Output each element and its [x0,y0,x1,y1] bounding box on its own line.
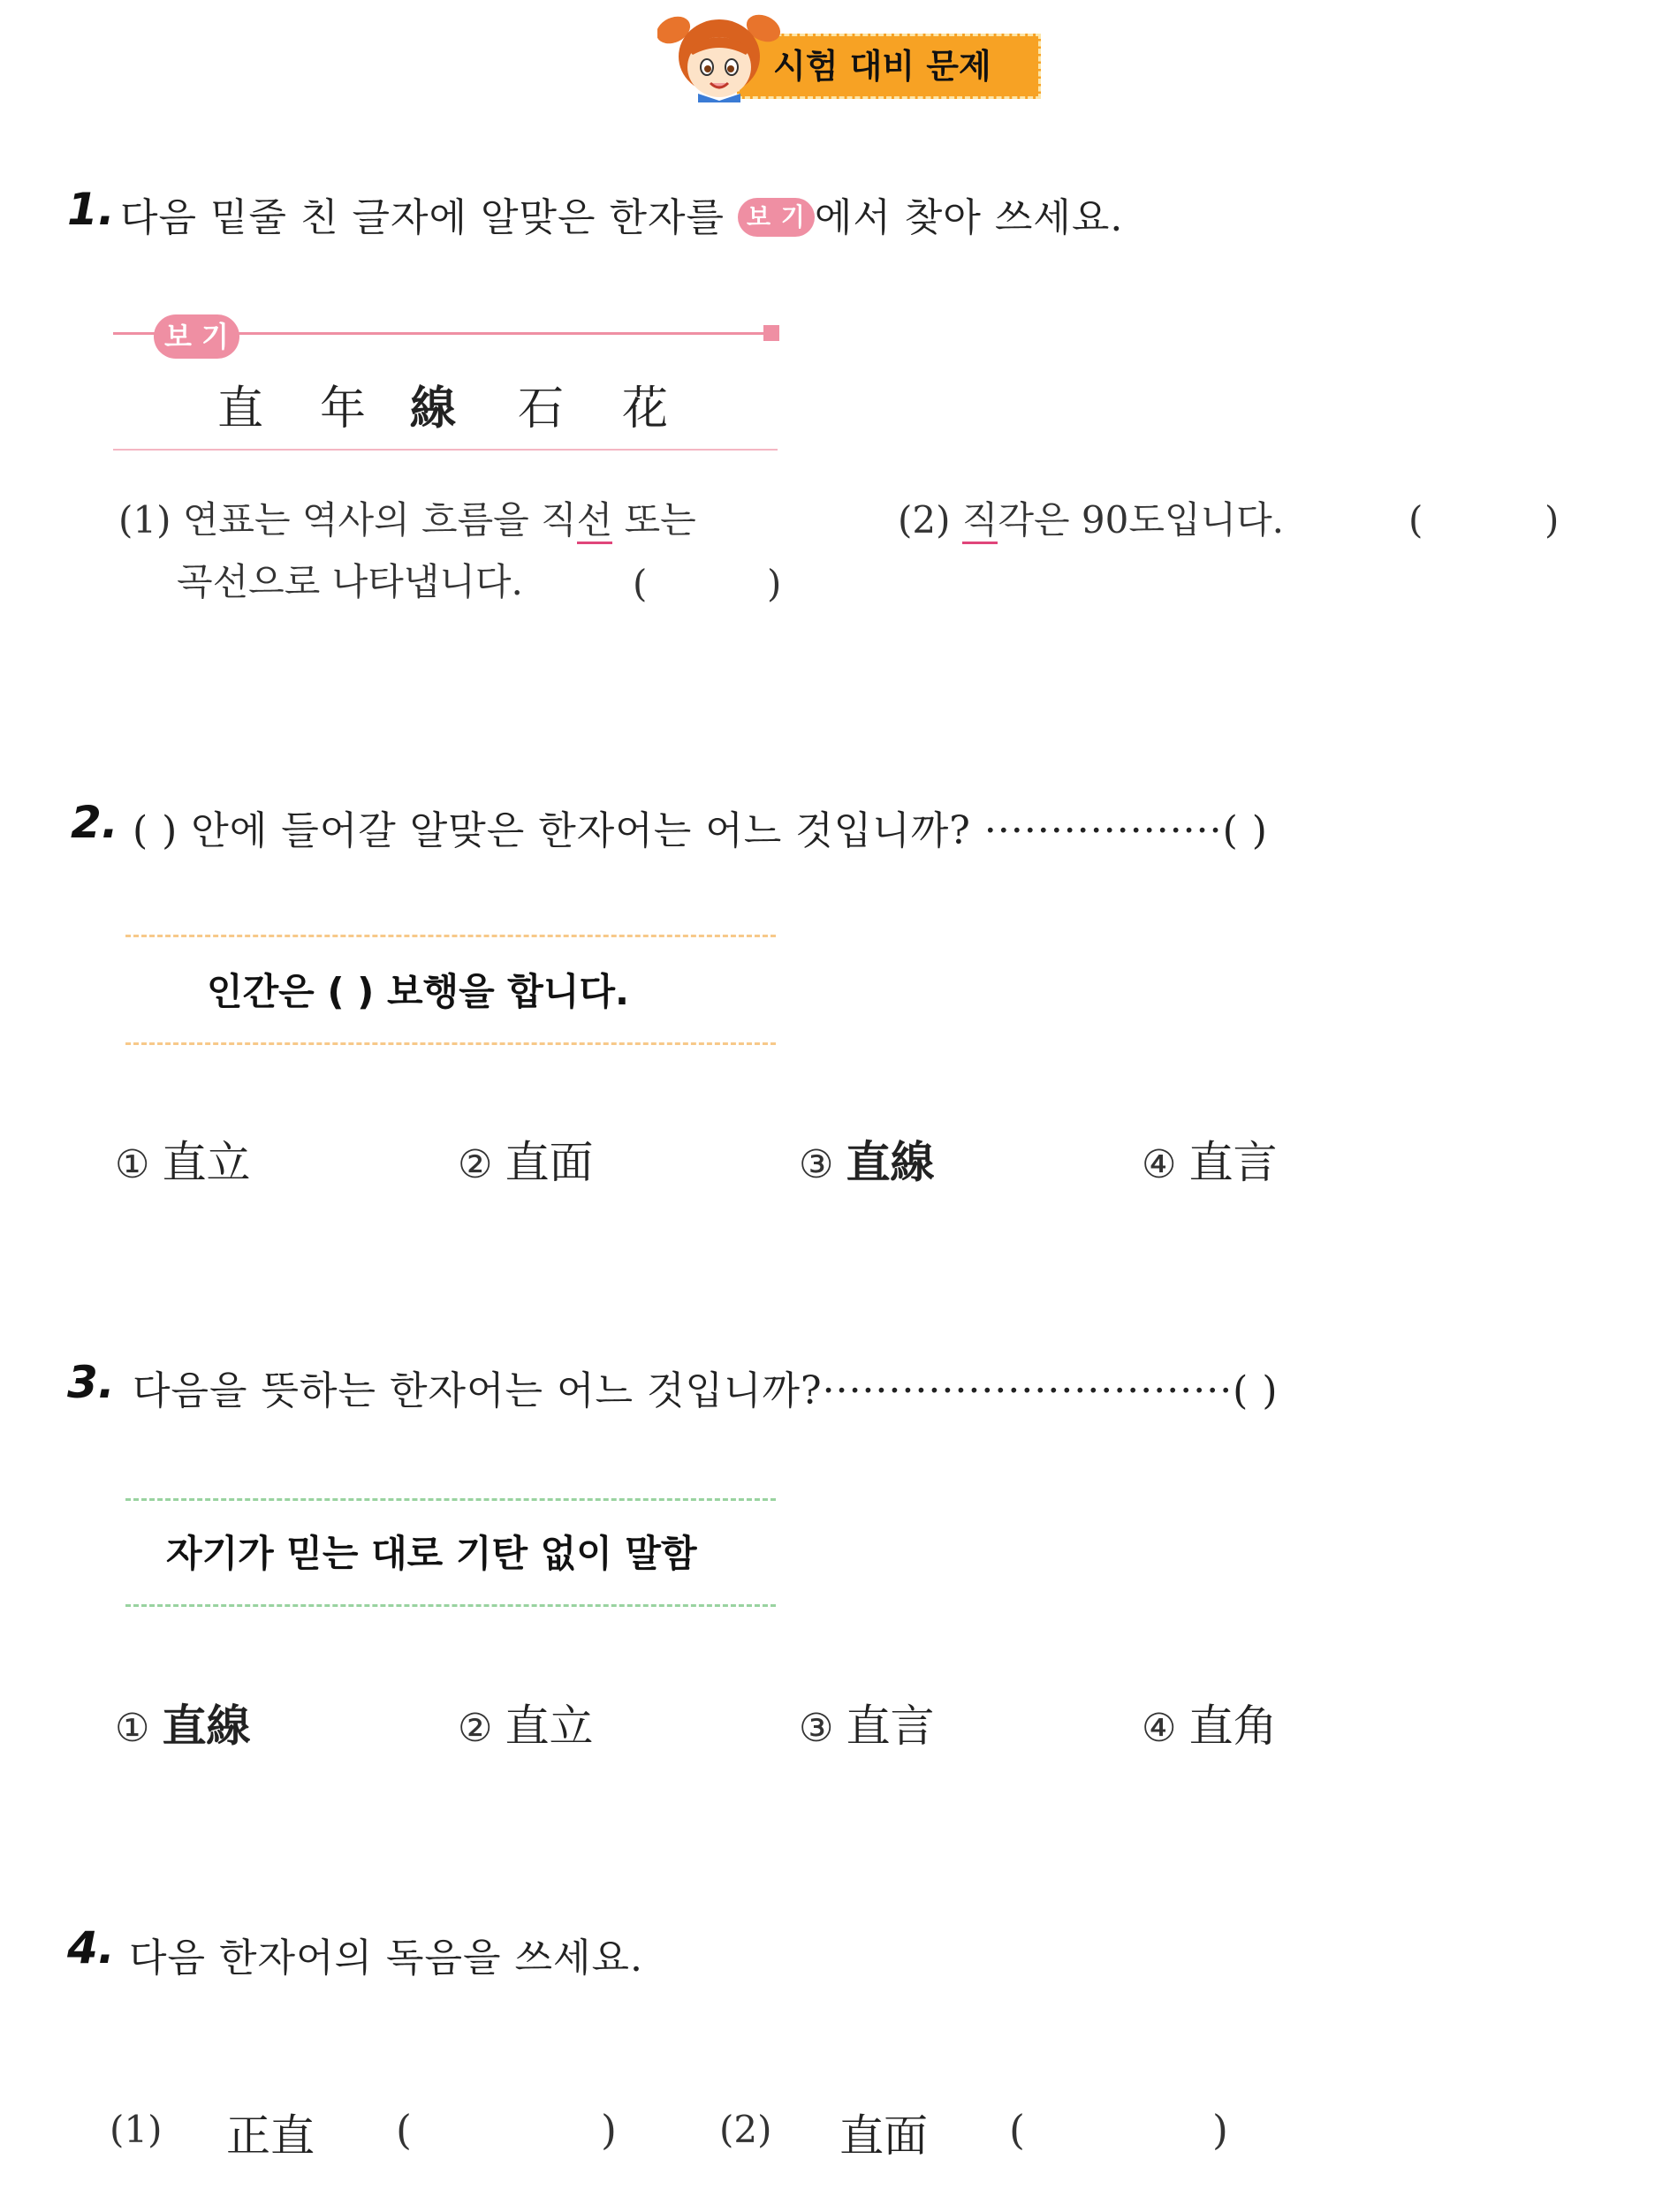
q2-box-text: 인간은 ( ) 보행을 합니다. [207,970,629,1013]
answer-paren-open: ( [633,562,648,605]
choice-number: ① [115,1706,150,1751]
q1-item1-line1 [118,489,696,551]
q1-item1-number: (1) [118,498,171,542]
q2-box-top-rule [125,935,776,937]
q2-number: 2. [71,797,118,848]
answer-paren-close: ) [1212,2106,1228,2154]
choice-option[interactable] [1142,1691,1277,1754]
q1-item1-text-post: 또는 [612,498,696,542]
choice-text: 直線 [162,1700,251,1752]
bogi-item: 石 [518,383,565,436]
q1-text-after: 에서 찾아 쓰세요. [814,195,1124,240]
answer-paren-open: ( [396,2106,412,2154]
choice-option[interactable] [458,1127,593,1191]
answer-paren-close: ) [767,562,782,605]
q2-instruction: ( ) 안에 들어갈 알맞은 한자어는 어느 것입니까? ··················( ) [133,808,1268,853]
q3-box-text: 자기가 믿는 대로 기탄 없이 말함 [166,1532,697,1575]
bogi-rule-end-marker [763,325,779,341]
q3-number: 3. [67,1357,115,1408]
q3-instruction: 다음을 뜻하는 한자어는 어느 것입니까?·······························( ) [133,1368,1279,1413]
bogi-item: 直 [217,383,264,436]
q2-box-bottom-rule [125,1042,776,1045]
q1-text-before: 다음 밑줄 친 글자에 알맞은 한자를 [120,195,725,240]
q3-box-top-rule [125,1498,776,1501]
bogi-bottom-rule [113,449,778,451]
choice-option[interactable] [799,1691,934,1754]
q1-item2-answer-blank[interactable] [1431,498,1537,542]
q1-item1-underlined: 선 [577,498,613,544]
q4-item2-hanja: 直面 [839,2110,928,2162]
answer-paren-close: ) [601,2106,617,2154]
q4-instruction: 다음 한자어의 독음을 쓰세요. [129,1936,643,1981]
bogi-item: 花 [622,383,669,436]
choice-option[interactable] [799,1127,934,1191]
q1-item1-answer-blank[interactable] [654,562,760,606]
choice-text: 直立 [505,1701,594,1752]
choice-option[interactable] [458,1691,593,1754]
choice-text: 直言 [846,1701,935,1752]
answer-paren-open: ( [1408,498,1423,542]
q1-item2 [898,489,1284,551]
answer-paren-open: ( [1009,2106,1025,2154]
choice-number: ③ [799,1706,834,1751]
girl-character-icon [657,5,781,102]
q1-item2-number: (2) [898,498,951,542]
choice-number: ① [115,1142,150,1187]
q3-box-bottom-rule [125,1604,776,1607]
answer-paren-close: ) [1545,498,1560,542]
choice-text: 直面 [505,1137,594,1188]
q4-item2-number: (2) [719,2108,772,2151]
choice-option[interactable] [115,1127,250,1191]
choice-text: 直言 [1188,1137,1278,1188]
choice-option[interactable] [1142,1127,1277,1191]
page-title: 시험 대비 문제 [773,47,991,86]
choice-text: 直立 [162,1137,251,1188]
choice-number: ② [458,1142,493,1187]
q1-item2-underlined: 직 [962,498,998,544]
choice-option[interactable] [115,1691,250,1754]
choice-text: 直角 [1188,1701,1278,1752]
q4-number: 4. [67,1922,115,1973]
q4-item1-answer-blank[interactable] [421,2106,594,2155]
choice-number: ③ [799,1142,834,1187]
bogi-item: 線 [410,382,457,436]
choice-text: 直線 [846,1136,935,1188]
q1-instruction [120,186,1123,242]
q1-number: 1. [67,184,115,235]
choice-number: ④ [1142,1706,1177,1751]
q4-item2-answer-blank[interactable] [1034,2106,1207,2155]
q4-item1-hanja: 正直 [226,2110,315,2162]
bogi-label: 보 기 [154,314,239,359]
bogi-item: 年 [320,383,367,436]
q1-item1-line2: 곡선으로 나타냅니다. [177,560,523,603]
q4-item1-number: (1) [110,2108,163,2151]
choice-number: ② [458,1706,493,1751]
q1-item1-text-pre: 연표는 역사의 흐름을 직 [182,498,577,542]
choice-number: ④ [1142,1142,1177,1187]
q1-item2-text: 각은 90도입니다. [998,498,1285,542]
bogi-pill: 보 기 [738,198,815,237]
